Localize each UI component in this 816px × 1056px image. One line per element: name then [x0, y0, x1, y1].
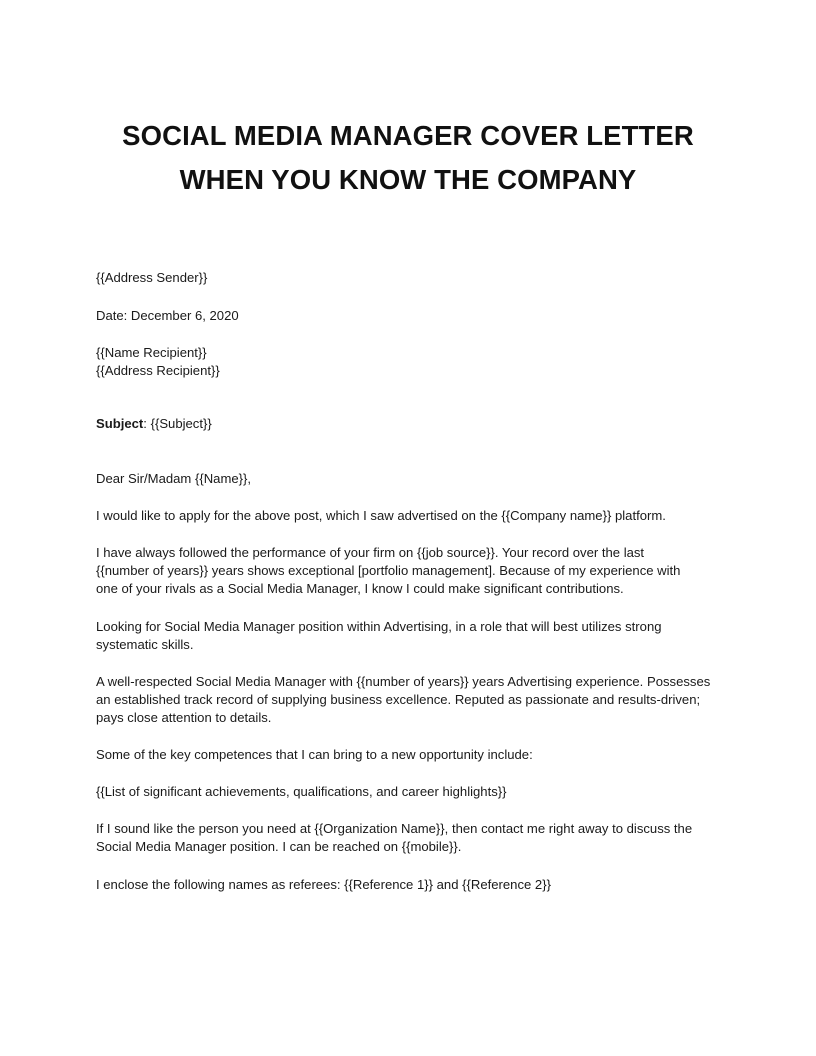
- paragraph-2-line-2: {{number of years}} years shows exceptional [portfolio management]. Because of my experience with: [96, 563, 681, 578]
- paragraph-4-line-3: pays close attention to details.: [96, 710, 272, 725]
- paragraph-7-line-1: If I sound like the person you need at {{Organization Name}}, then contact me right away to discuss the: [96, 821, 693, 836]
- address-recipient: {{Address Recipient}}: [96, 363, 220, 378]
- salutation: Dear Sir/Madam {{Name}},: [96, 471, 252, 486]
- paragraph-3-line-2: systematic skills.: [96, 637, 194, 652]
- paragraph-4-line-1: A well-respected Social Media Manager with {{number of years}} years Advertising experience. Possesses: [96, 674, 711, 689]
- subject-label: Subject: [96, 416, 144, 431]
- name-recipient: {{Name Recipient}}: [96, 345, 207, 360]
- paragraph-1: I would like to apply for the above post, which I saw advertised on the {{Company name}} platform.: [96, 508, 666, 523]
- document-title-line-2: WHEN YOU KNOW THE COMPANY: [179, 164, 637, 195]
- paragraph-7-line-2: Social Media Manager position. I can be reached on {{mobile}}.: [96, 839, 462, 854]
- letter-date: Date: December 6, 2020: [96, 308, 239, 323]
- subject-value: : {{Subject}}: [143, 416, 212, 431]
- paragraph-3-line-1: Looking for Social Media Manager position within Advertising, in a role that will best utilizes strong: [96, 619, 662, 634]
- paragraph-2-line-1: I have always followed the performance of your firm on {{job source}}. Your record over the last: [96, 545, 645, 560]
- address-sender: {{Address Sender}}: [96, 270, 208, 285]
- paragraph-5: Some of the key competences that I can bring to a new opportunity include:: [96, 747, 533, 762]
- paragraph-4-line-2: an established track record of supplying business excellence. Reputed as passionate and results-driven;: [96, 692, 701, 707]
- document-title-line-1: SOCIAL MEDIA MANAGER COVER LETTER: [122, 120, 694, 151]
- paragraph-6: {{List of significant achievements, qualifications, and career highlights}}: [96, 784, 507, 799]
- paragraph-2-line-3: one of your rivals as a Social Media Manager, I know I could make significant contributions.: [96, 581, 624, 596]
- paragraph-8: I enclose the following names as referees: {{Reference 1}} and {{Reference 2}}: [96, 877, 551, 892]
- subject-line: [96, 415, 212, 433]
